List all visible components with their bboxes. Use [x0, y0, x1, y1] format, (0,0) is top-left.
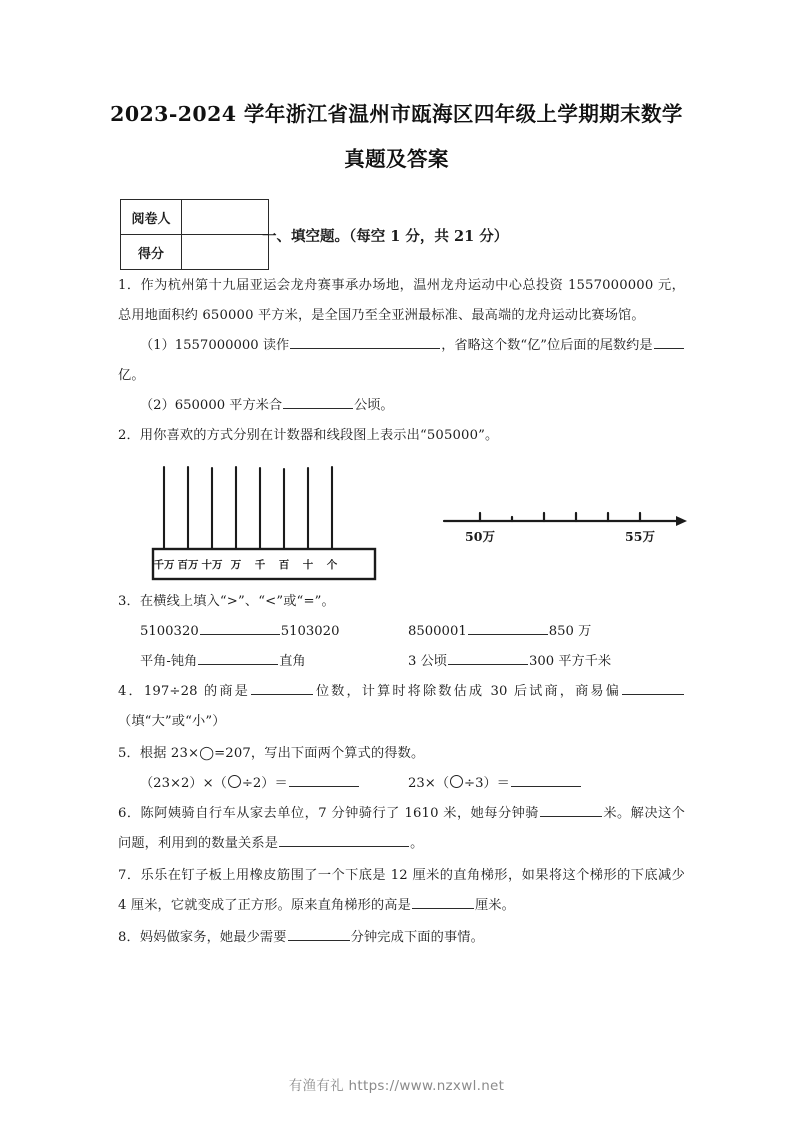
counter-label-qianwan: 千万 [153, 559, 175, 571]
expression-right [408, 769, 582, 799]
compare-left-value: 5100320 [140, 624, 199, 639]
answer-blank[interactable] [654, 334, 684, 349]
question-1-sub-2-prefix: （2）650000 平方米合 [140, 398, 283, 413]
answer-blank[interactable] [290, 334, 440, 349]
counter-label-shiwan: 十万 [201, 559, 223, 571]
question-1-sub-1 [118, 331, 685, 361]
answer-blank[interactable] [540, 802, 602, 817]
answer-blank[interactable] [511, 772, 581, 787]
answer-blank[interactable] [468, 620, 548, 635]
expression-left [140, 769, 360, 799]
question-8-part-a: 妈妈做家务，她最少需要 [139, 930, 287, 945]
compare-left-value: 平角-钝角 [140, 654, 198, 669]
question-8-part-b: 分钟完成下面的事情。 [350, 930, 484, 945]
circle-placeholder-icon [450, 775, 463, 788]
question-1-number: 1． [118, 278, 141, 293]
question-1-sub-1-prefix: （1）1557000000 读作 [140, 338, 290, 353]
question-2 [118, 421, 685, 451]
answer-blank[interactable] [622, 680, 684, 695]
question-5-expressions [118, 769, 685, 799]
number-line-diagram [440, 487, 690, 557]
question-6-part-b: 米。解决这个问题，利用到的数量关系是 [118, 806, 685, 851]
question-1-sub-2-suffix: 公顷。 [354, 398, 394, 413]
answer-blank[interactable] [279, 832, 409, 847]
section-heading-fill-in-blank: 一、填空题。（每空 1 分，共 21 分） [262, 228, 509, 245]
question-4-number: 4． [118, 684, 144, 699]
question-7-part-b: 厘米。 [474, 898, 515, 913]
number-line-label-55wan: 55万 [625, 529, 655, 544]
question-2-text: 用你喜欢的方式分别在计数器和线段图上表示出“505000”。 [139, 428, 499, 443]
question-4 [118, 677, 685, 737]
question-1-sub-1-tail: 亿。 [118, 368, 145, 383]
counter-label-ge: 个 [326, 559, 338, 571]
question-3-number: 3． [118, 594, 140, 609]
expression-left-prefix: （23×2）×（ [140, 776, 227, 791]
score-table-label-score: 得分 [121, 235, 182, 270]
compare-pair [408, 617, 591, 647]
number-line-label-50wan: 50万 [465, 529, 495, 544]
circle-placeholder-icon [228, 775, 241, 788]
counter-label-baiwan: 百万 [177, 559, 199, 571]
question-4-part-a: 197÷28 的商是 [143, 684, 250, 699]
question-3-text: 在横线上填入“>”、“<”或“=”。 [139, 594, 335, 609]
compare-left-value: 3 公顷 [408, 654, 447, 669]
score-table-label-grader: 阅卷人 [121, 200, 182, 235]
expression-right-prefix: 23×（ [408, 776, 450, 791]
answer-blank[interactable] [198, 650, 278, 665]
compare-pair [408, 647, 611, 677]
table-row [121, 235, 269, 270]
counter-label-shi: 十 [302, 559, 314, 571]
question-1-sub-1-mid: ，省略这个数“亿”位后面的尾数约是 [441, 338, 653, 353]
page-title [0, 0, 793, 177]
question-1-text: 作为杭州第十九届亚运会龙舟赛事承办场地，温州龙舟运动中心总投资 1557000000 元，总用地面积约 650000 平方米，是全国乃至全亚洲最标准、最高端的龙舟运动比赛场馆。 [118, 278, 685, 323]
counter-label-qian: 千 [254, 559, 266, 571]
question-3 [118, 587, 685, 617]
answer-blank[interactable] [200, 620, 280, 635]
score-table-value-score[interactable] [182, 235, 269, 270]
question-6-part-a: 陈阿姨骑自行车从家去单位，7 分钟骑行了 1610 米，她每分钟骑 [140, 806, 539, 821]
score-table-value-grader[interactable] [182, 200, 269, 235]
score-and-section [0, 199, 793, 271]
question-3-compare-row-2 [118, 647, 685, 677]
compare-right-value: 直角 [279, 654, 306, 669]
compare-pair [140, 617, 339, 647]
question-4-part-b: 位数，计算时将除数估成 30 后试商，商易偏 [313, 684, 621, 699]
question-8-number: 8． [118, 930, 140, 945]
question-6-number: 6． [118, 806, 141, 821]
title-line-1: 2023-2024 学年浙江省温州市瓯海区四年级上学期期末数学 [110, 102, 683, 126]
compare-pair [140, 647, 306, 677]
question-7 [118, 861, 685, 921]
question-1 [118, 271, 685, 331]
question-5 [118, 739, 685, 769]
answer-blank[interactable] [412, 894, 474, 909]
expression-right-suffix: ÷3）＝ [464, 776, 510, 791]
answer-blank[interactable] [283, 394, 353, 409]
answer-blank[interactable] [288, 926, 350, 941]
table-row [121, 200, 269, 235]
expression-left-suffix: ÷2）＝ [241, 776, 288, 791]
question-6-part-c: 。 [410, 836, 424, 851]
question-7-part-a: 乐乐在钉子板上用橡皮筋围了一个下底是 12 厘米的直角梯形，如果将这个梯形的下底减少 4 厘米，它就变成了正方形。原来直角梯形的高是 [118, 868, 685, 913]
question-8 [118, 923, 685, 953]
compare-left-value: 8500001 [408, 624, 467, 639]
question-list [0, 271, 793, 953]
compare-right-value: 300 平方千米 [528, 654, 612, 669]
footer-watermark: 有渔有礼 https://www.nzxwl.net [288, 1078, 505, 1094]
answer-blank[interactable] [289, 772, 359, 787]
score-table [120, 199, 269, 270]
question-4-part-c: （填“大”或“小”） [118, 714, 226, 729]
counter-label-wan: 万 [230, 559, 242, 571]
question-6 [118, 799, 685, 859]
question-7-number: 7． [118, 868, 141, 883]
compare-right-value: 5103020 [280, 624, 340, 639]
compare-right-value: 850 万 [548, 624, 592, 639]
question-3-compare-row-1 [118, 617, 685, 647]
question-5-text: 根据 23×◯=207，写出下面两个算式的得数。 [139, 746, 425, 761]
question-5-number: 5． [118, 746, 140, 761]
counter-label-bai: 百 [278, 559, 290, 571]
counter-diagram [150, 459, 380, 584]
question-1-sub-2 [118, 391, 685, 421]
question-2-figures [118, 455, 685, 587]
answer-blank[interactable] [448, 650, 528, 665]
answer-blank[interactable] [251, 680, 313, 695]
title-line-2: 真题及答案 [344, 147, 449, 171]
question-2-number: 2． [118, 428, 140, 443]
